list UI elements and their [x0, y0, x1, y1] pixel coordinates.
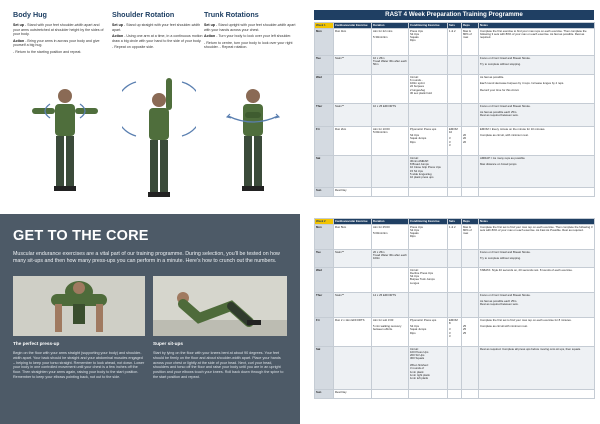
table-cell: Fri: [315, 127, 334, 156]
table-cell: Circuit: 100 Press Ups 200 Sit Ups 300 Squats When finished: 3 rounds of 1min plank 1min right plank 1min left plank: [409, 347, 448, 390]
table-cell: [372, 347, 409, 390]
table-cell: Swim**: [334, 56, 372, 75]
pressup-caption: The perfect press-up: [13, 341, 60, 346]
table-cell: [462, 390, 479, 399]
setup-label: Set up: [13, 23, 24, 27]
week1-table: [314, 22, 595, 197]
table-row: [315, 225, 595, 250]
table-cell: [448, 188, 462, 197]
table-cell: EMOM = Every minute on the minute for 10 minutes. Complete as circuit, with minimum rest.: [479, 127, 595, 156]
table-cell: Run 2 x 1km EFFORTS: [334, 318, 372, 347]
action-text: - Turn your body to look over your left shoulder.: [216, 34, 292, 39]
table-cell: [462, 250, 479, 268]
table-row: [315, 156, 595, 188]
programme-title: RAST 4 Week Preparation Training Programme: [385, 11, 523, 18]
pressup-text: Begin on the floor with your arms straight (supporting your body) and shoulder-width apart. Your back should be straight and your abdominal muscles engaged – helping to keep your torso straight. Remember to look ahead, not down. Lower your body in one controlled movement until your chest is a few inches off the floor. Then straighten your arms again, raising your body to the start position. Remember to keep your elbows pointing back, not out to the side.: [13, 351, 145, 379]
table-cell: [409, 104, 448, 127]
exercise-title: Shoulder Rotation: [112, 10, 175, 19]
table-cell: [448, 293, 462, 318]
table-cell: 20 20 20: [462, 127, 479, 156]
table-cell: Rest Day: [334, 188, 372, 197]
table-cell: Plyometric Press ups Sit Ups Squat Jumps Dips: [409, 127, 448, 156]
situp-photo: [153, 276, 287, 336]
table-cell: Complete the first exercise to find your max reps on each exercise. Then complete the following 3 sets with 80% of your max on each exercise. As fast as possible. Rest as required.: [479, 29, 595, 56]
table-cell: [334, 75, 372, 104]
table-cell: Focus on Front Crawl and Breast Stroke. Try to complete without stopping.: [479, 250, 595, 268]
table-cell: 10 x 25 EFFORTS: [372, 104, 409, 127]
trunk-rotation-figure: [218, 84, 288, 209]
table-row: [315, 318, 595, 347]
table-cell: Focus on Front Crawl and Breast Stroke. As fast as possible each 25m. Rest as required between sets.: [479, 104, 595, 127]
exercise-trunk-rotations: [204, 10, 296, 52]
extra-text: - Repeat on opposite side.: [112, 45, 154, 50]
column-header: Cardiovascular Exercise: [334, 219, 372, 225]
table-cell: [479, 188, 595, 197]
table-cell: Tue: [315, 250, 334, 268]
column-header: Reps: [462, 219, 479, 225]
shoulder-rotation-figure: [122, 76, 196, 209]
table-cell: [448, 56, 462, 75]
pressup-photo: [13, 276, 145, 336]
table-cell: Press Ups Sit Ups Squats Dips: [409, 225, 448, 250]
table-cell: [462, 156, 479, 188]
table-cell: [462, 75, 479, 104]
table-row: [315, 390, 595, 399]
action-label: Action: [13, 38, 25, 43]
table-cell: Focus on Front Crawl and Breast Stroke. As fast as possible each 25m. Rest as required between sets.: [479, 293, 595, 318]
table-cell: [372, 390, 409, 399]
table-cell: Sat: [315, 347, 334, 390]
table-cell: TABATA: Style 40 seconds on, 20 seconds rest. 8 rounds of each exercise.: [479, 268, 595, 293]
table-cell: [462, 188, 479, 197]
table-cell: [479, 390, 595, 399]
body-hug-figure: [30, 84, 100, 209]
extra-text: - Return to the starting position and repeat.: [13, 49, 82, 54]
situp-text: Start by lying on the floor with your knees bent at about 90 degrees. Your feet should be firmly on the floor and about shoulder-width apart. Place your hands across your chest or lightly at the side of your head. Next, curl your head, shoulders and torso off the floor and raise your body until you are in an upright position and your elbows touch your knees. Roll back down through the spine to the start position and repeat.: [153, 351, 284, 379]
table-cell: [462, 268, 479, 293]
exercise-shoulder-rotation: [112, 10, 204, 52]
table-cell: [448, 104, 462, 127]
table-cell: EMOM 8 3 3 3: [448, 318, 462, 347]
table-cell: Rest Day: [334, 390, 372, 399]
table-row: [315, 188, 595, 197]
setup-text: - Stand upright with your feet shoulder-width apart with your hands across your chest.: [204, 23, 296, 32]
setup-text: - Stand up straight with your feet shoulder-width apart.: [112, 23, 201, 32]
table-row: [315, 127, 595, 156]
table-cell: [409, 56, 448, 75]
table-cell: 25 25 25: [462, 318, 479, 347]
table-cell: Focus on Front Crawl and Breast Stroke. Try to complete without stopping.: [479, 56, 595, 75]
column-header: Sets: [448, 23, 462, 29]
table-cell: Press Ups Sit Ups Squats Dips: [409, 29, 448, 56]
table-cell: Run 2km: [334, 127, 372, 156]
table-cell: [448, 250, 462, 268]
action-label: Action: [204, 34, 216, 39]
table-cell: [372, 188, 409, 197]
action-text: - Bring your arms in across your body and give yourself a big hug.: [13, 38, 100, 48]
table-cell: As fast as possible. Each round decrease burpees by 4 reps. Increase lunges by 4 reps. Record your time for this circuit.: [479, 75, 595, 104]
exercise-title: Body Hug: [13, 10, 47, 19]
table-cell: EMOM 10 3 3 3: [448, 127, 462, 156]
table-row: [315, 268, 595, 293]
table-cell: 1 & 2: [448, 225, 462, 250]
table-cell: [409, 293, 448, 318]
column-header: Notes: [479, 23, 595, 29]
table-cell: Sun: [315, 188, 334, 197]
table-cell: Aim for 10:00 5:00min/km: [372, 127, 409, 156]
table-cell: Aim for 25:00 5:00min/km: [372, 225, 409, 250]
setup-text: - Stand with your feet shoulder-width apart and your arms outstretched at shoulder height by the sides of your body.: [13, 23, 104, 37]
table-cell: [334, 347, 372, 390]
table-cell: [334, 268, 372, 293]
table-cell: [409, 188, 448, 197]
table-cell: [409, 250, 448, 268]
table-cell: Thur: [315, 293, 334, 318]
table-row: [315, 347, 595, 390]
table-cell: Max & 80% of max: [462, 29, 479, 56]
table-cell: [462, 56, 479, 75]
table-row: [315, 75, 595, 104]
table-cell: Circuit: 30min AMRAP: 8 Broad Jumps 10 Close Grip Press Ups 15 Sit Ups 5 wide lunges/leg 10 plank press ups: [409, 156, 448, 188]
table-cell: Run 4km: [334, 29, 372, 56]
table-cell: Circuit: 6 rounds - 100m sprint 22 burpees 2 lunges/leg 30 sec plank hold: [409, 75, 448, 104]
column-header: Conditioning Exercise: [409, 23, 448, 29]
table-row: [315, 56, 595, 75]
table-cell: Rest as required. Complete all press ups before moving onto sit ups, then squats.: [479, 347, 595, 390]
table-cell: [372, 75, 409, 104]
table-cell: Fri: [315, 318, 334, 347]
table-row: [315, 29, 595, 56]
right-page: [306, 0, 600, 424]
core-title: GET TO THE CORE: [13, 228, 149, 244]
setup-label: Set up: [204, 23, 215, 27]
setup-label: Set up: [112, 23, 123, 27]
table-cell: Wed: [315, 268, 334, 293]
table-cell: [462, 104, 479, 127]
table-cell: Sat: [315, 156, 334, 188]
table-cell: [448, 75, 462, 104]
table-cell: Circuit: Decline Press Ups Sit Ups Burpee Tuck Jumps Lunges: [409, 268, 448, 293]
table-cell: Swim**: [334, 104, 372, 127]
programme-title-bar: [314, 10, 594, 20]
table-cell: [409, 390, 448, 399]
action-text: - Using one arm at a time, in a continuous motion draw a big circle with your hand to the side of your body.: [112, 34, 203, 43]
table-cell: 20 x 25m Tread Water 30s after each 100m: [372, 250, 409, 268]
table-cell: [334, 156, 372, 188]
table-cell: 14 x 25 EFFORTS: [372, 293, 409, 318]
column-header: Week 2: [315, 219, 334, 225]
table-cell: Tue: [315, 56, 334, 75]
table-row: [315, 104, 595, 127]
table-cell: [448, 156, 462, 188]
table-cell: [448, 347, 462, 390]
table-cell: [372, 268, 409, 293]
table-cell: Run 5km: [334, 225, 372, 250]
table-cell: [462, 293, 479, 318]
column-header: Duration: [372, 219, 409, 225]
week2-table: [314, 218, 595, 399]
table-cell: 1 & 2: [448, 29, 462, 56]
column-header: Duration: [372, 23, 409, 29]
column-header: Reps: [462, 23, 479, 29]
table-row: [315, 293, 595, 318]
action-label: Action: [112, 34, 124, 39]
column-header: Conditioning Exercise: [409, 219, 448, 225]
table-cell: Wed: [315, 75, 334, 104]
column-header: Notes: [479, 219, 595, 225]
table-cell: AMRAP = As many reps as possible Max distance on broad jumps: [479, 156, 595, 188]
table-cell: [372, 156, 409, 188]
table-cell: [448, 390, 462, 399]
table-cell: Mon: [315, 29, 334, 56]
column-header: Cardiovascular Exercise: [334, 23, 372, 29]
table-cell: Swim**: [334, 250, 372, 268]
table-cell: [462, 347, 479, 390]
situp-caption: Super sit-ups: [153, 341, 183, 346]
table-cell: Swim**: [334, 293, 372, 318]
table-cell: Plyometric Press ups Sit Ups Squat Jumps Dips: [409, 318, 448, 347]
extra-text: - Return to centre, turn your body to look over your right shoulder. - Repeat rotation.: [204, 40, 293, 50]
table-cell: Complete the first set to find your max rep on each exercise for 8 minutes. Complete as circuit with minimum rest.: [479, 318, 595, 347]
column-header: Week 1: [315, 23, 334, 29]
column-header: Sets: [448, 219, 462, 225]
table-cell: Complete the first set to find your max rep on each exercise. Then complete the following 3 sets with 80% of your max on each exercise. As Fast As Possible. Rest as required.: [479, 225, 595, 250]
table-cell: Mon: [315, 225, 334, 250]
table-cell: [448, 268, 462, 293]
table-cell: 10 x 25m Tread Water 30s after each 50m: [372, 56, 409, 75]
exercise-title: Trunk Rotations: [204, 10, 259, 19]
table-cell: Aim for 22 mins 5:30min/km: [372, 29, 409, 56]
table-cell: Thur: [315, 104, 334, 127]
table-cell: Aim for sub 3:00 5 min walking recovery between efforts.: [372, 318, 409, 347]
exercise-body-hug: [13, 10, 105, 57]
table-cell: Sun: [315, 390, 334, 399]
table-cell: Max & 80% of max: [462, 225, 479, 250]
table-row: [315, 250, 595, 268]
core-intro: Muscular endurance exercises are a vital part of our training programme. During selection, you'll be tested on how many sit-ups and then how many press-ups you can perform in a minute. Here's how to crunch out the numbers.: [13, 251, 280, 264]
core-section: [0, 214, 300, 424]
